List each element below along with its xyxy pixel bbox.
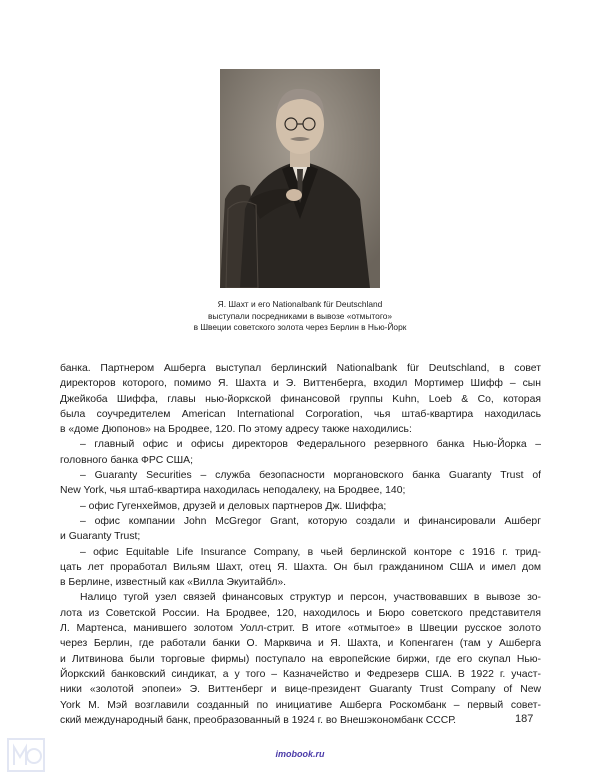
text-line: – офис Equitable Life Insurance Company, в чьей берлинской конторе с 1916 г. трид- <box>80 546 541 558</box>
text-line: через Берлин, где работали банки О. Марквича и Я. Шахта, и Копенгаген (там у Ашберга <box>60 638 541 650</box>
text-line: York М. Мэй возглавили созданный по инициативе Ашберга Роскомбанк – первый совет- <box>60 699 541 711</box>
text-line: New York, чья штаб-квартира находилась неподалеку, на Бродвее, 140; <box>60 485 406 497</box>
portrait-illustration <box>220 69 380 288</box>
text-line: в Берлине, известный как «Вилла Экуитайбл». <box>60 577 287 589</box>
text-line: и Guaranty Trust; <box>60 531 141 543</box>
text-line: – офис компании John McGregor Grant, которую создали и финансировали Ашберг <box>80 515 541 527</box>
caption-line: Я. Шахт и его Nationalbank für Deutschland <box>217 299 383 309</box>
text-line: Джейкоба Шиффа, главы нью-йоркской финансовой группы Kuhn, Loeb & Co, которая <box>60 393 541 405</box>
text-line: была соучредителем American International Corporation, чья штаб-квартира находилась <box>60 408 541 420</box>
text-line: лота из Советской России. На Бродвее, 120, находилось и Бюро советского представителя <box>60 607 541 619</box>
page-number: 187 <box>515 713 534 725</box>
text-line: ники «золотой эпопеи» Э. Виттенберг и вице-президент Guaranty Trust Company of New <box>60 684 541 696</box>
text-line: ский международный банк, преобразованный в 1924 г. во Внешэкономбанк СССР. <box>60 714 457 726</box>
text-line: и Литвинова были торговые фирмы) поступало на европейские биржи, где его скупал Нью- <box>60 653 541 665</box>
text-line: – главный офис и офисы директоров Федерального резервного банка Нью-Йорка – <box>80 439 541 451</box>
text-line: банка. Партнером Ашберга выступал берлинский Nationalbank für Deutschland, в совет <box>60 363 541 374</box>
text-line: – офис Гугенхеймов, друзей и деловых партнеров Дж. Шиффа; <box>80 500 387 512</box>
caption-line: выступали посредниками в вывозе «отмытого» <box>207 310 393 321</box>
text-line: Йоркский банковский синдикат, а у того – Казначейство и Федрезерв США. В 1922 г. участ- <box>60 668 541 680</box>
footer-site-link[interactable]: imobook.ru <box>275 749 325 759</box>
caption-line: в Швеции советского золота через Берлин в Нью-Йорк <box>193 322 407 332</box>
body-text <box>60 361 541 728</box>
text-line: директоров которого, помимо Я. Шахта и Э. Виттенберга, входил Мортимер Шифф – сын <box>60 378 541 390</box>
text-line: Л. Мартенса, манившего золотом Уолл-стрит. В итоге «отмытое» в Швеции русское золото <box>60 623 541 635</box>
portrait-photo <box>220 69 380 288</box>
figure-caption <box>100 299 500 334</box>
text-line: в «доме Дюпонов» на Бродвее, 120. По этому адресу также находились: <box>60 424 412 436</box>
watermark-logo-icon <box>6 735 46 775</box>
text-line: головного банка ФРС США; <box>60 454 193 466</box>
text-line: цать лет проработал Вильям Шахт, отец Я. Шахта. Он был гражданином США и имел дом <box>60 561 541 573</box>
text-line: – Guaranty Securities – служба безопасности моргановского банка Guaranty Trust of <box>80 470 541 482</box>
text-line: Налицо тугой узел связей финансовых структур и персон, участвовавших в вывозе зо- <box>80 592 541 604</box>
